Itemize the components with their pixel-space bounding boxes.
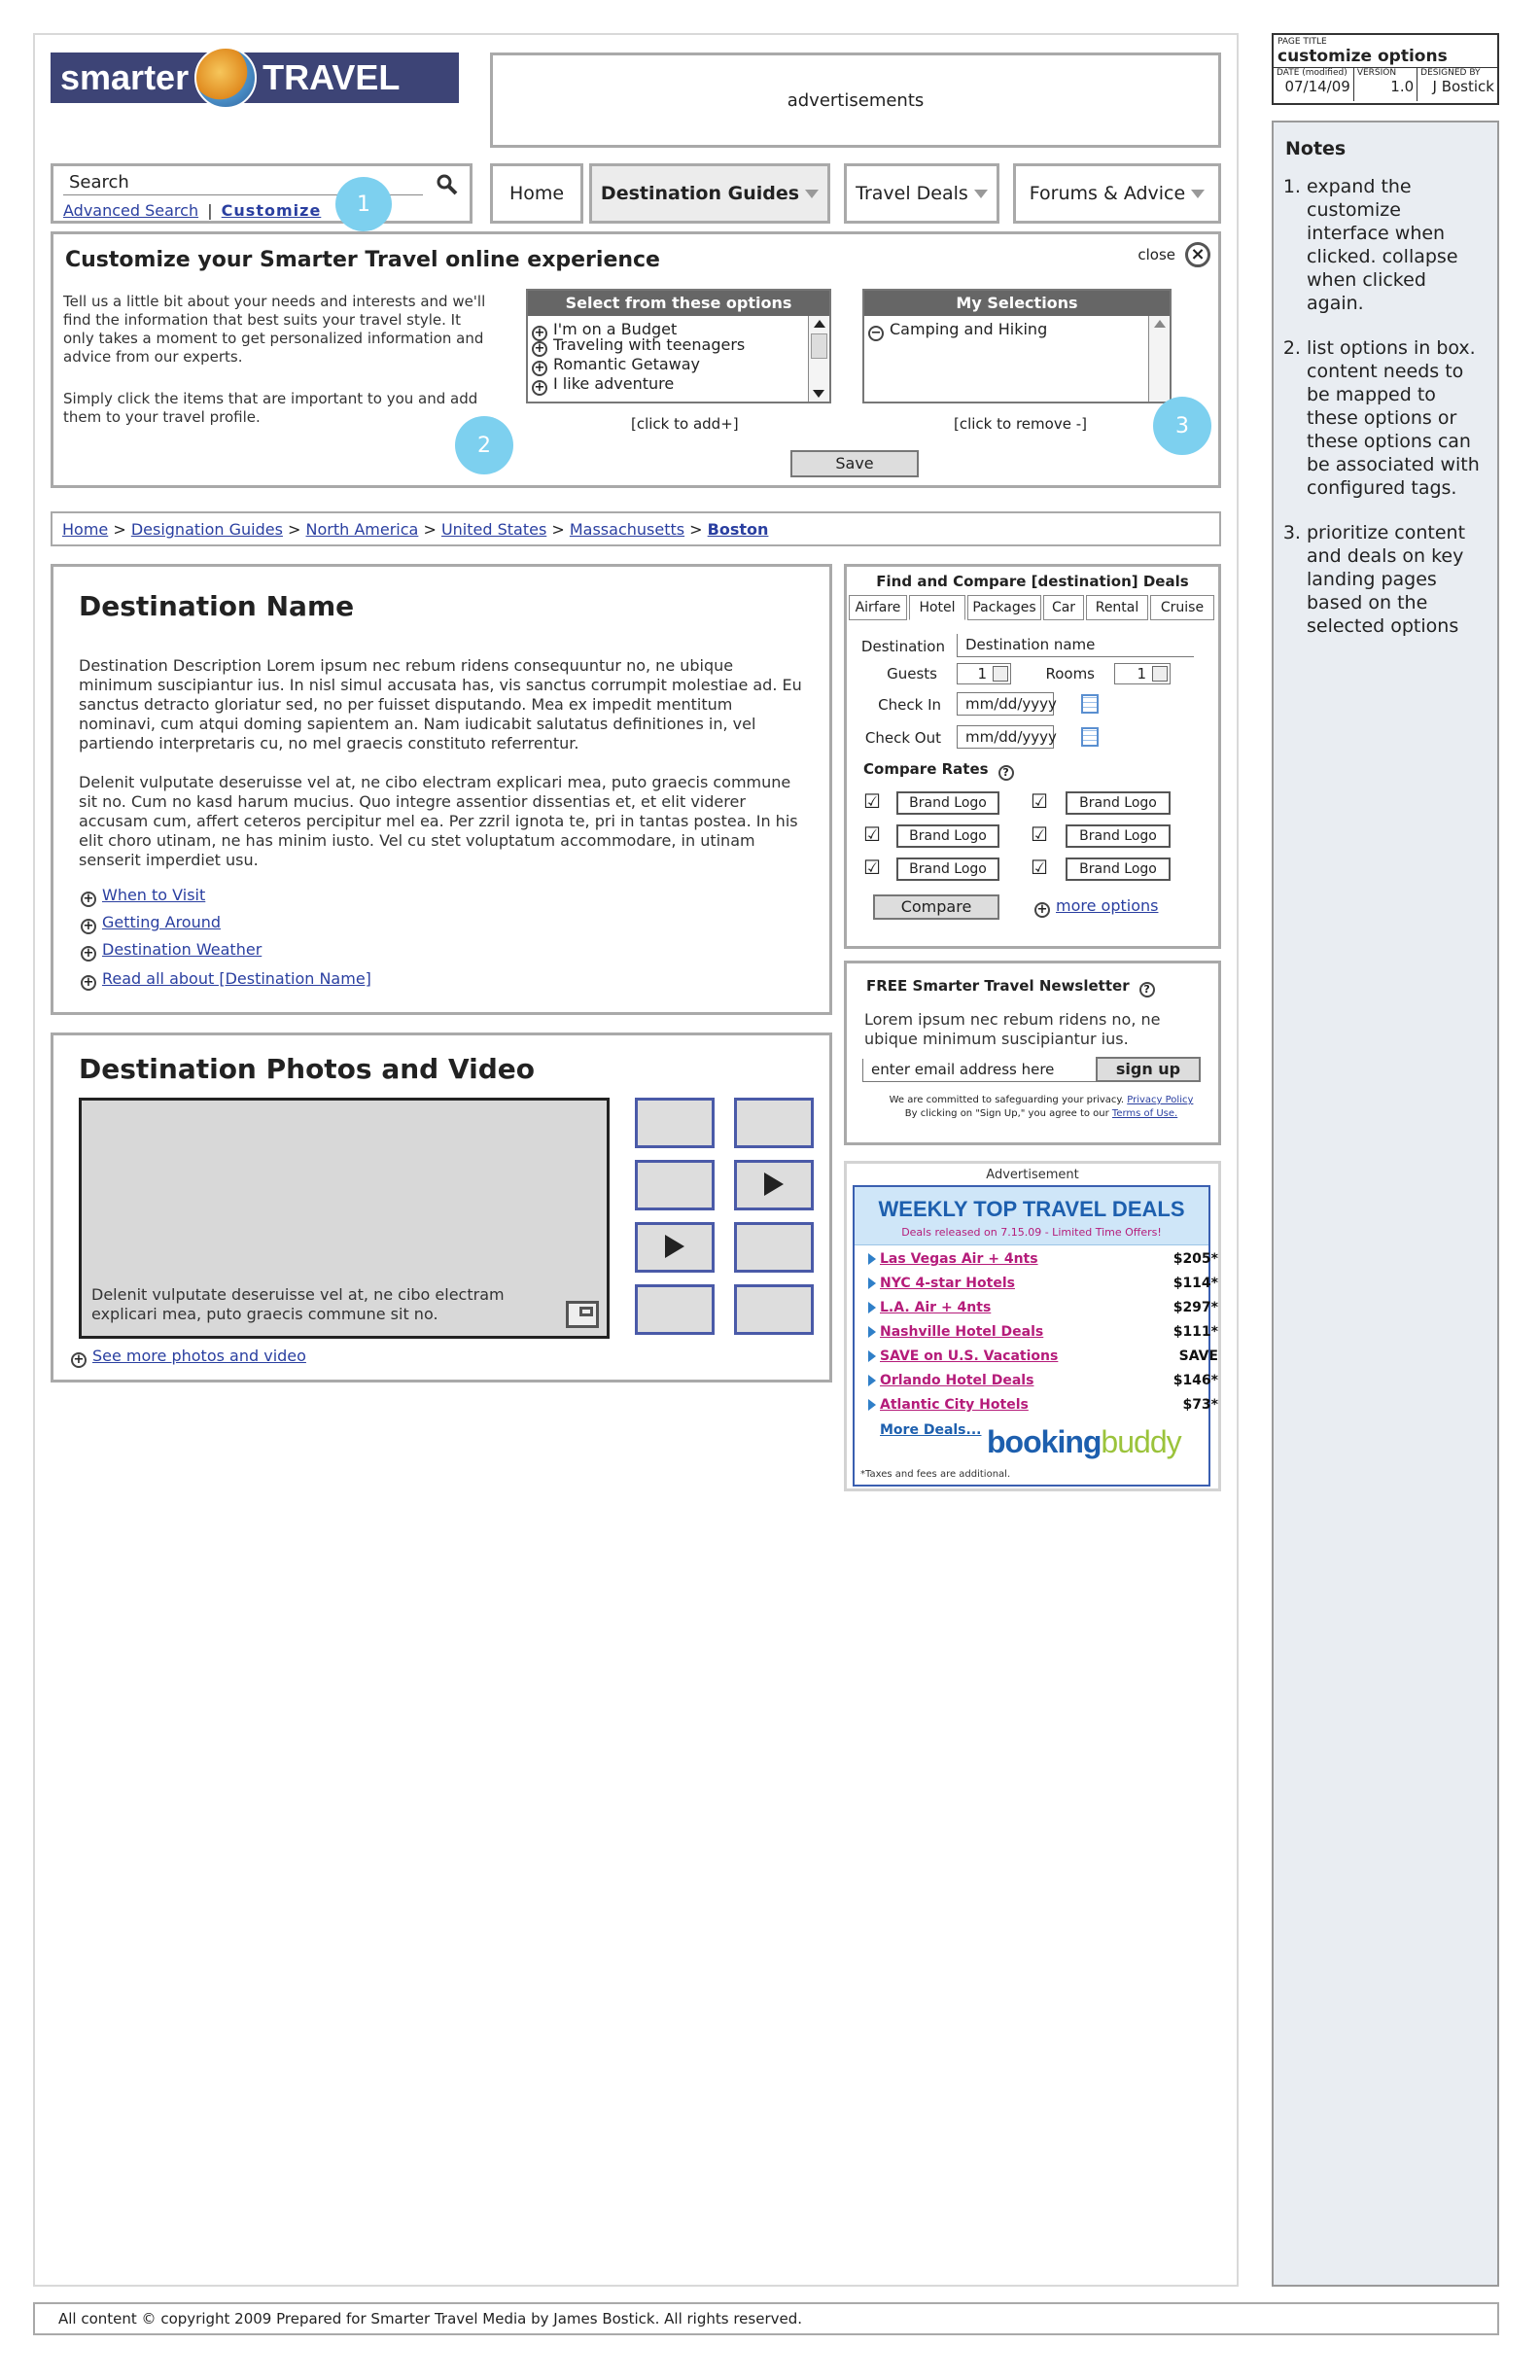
page-title: customize options	[1274, 47, 1497, 68]
privacy-policy-link[interactable]: Privacy Policy	[1127, 1095, 1194, 1105]
deal-item[interactable]: Las Vegas Air + 4nts $205*	[868, 1251, 1218, 1267]
play-icon	[764, 1172, 784, 1196]
expand-icon: +	[71, 1352, 87, 1368]
destination-description: Destination Description Lorem ipsum nec rebum ridens consequuntur no, ne ubique minimum suscipiantur ius. In nisl simul accusata has, vis sanctus corrumpit molestiae ad. Eu sanctus detracto gloriatur sed, no per fuisset disputando. Mea ex impedit mentitum nominavi, cum atqui doming sapientem an. Nam iudicabit salutatus definitiones in, vel partiendo interpretaris cu, no mel graecis constituto referrentur.	[79, 656, 802, 752]
advanced-search-link[interactable]: Advanced Search	[63, 201, 199, 220]
newsletter-title: FREE Smarter Travel Newsletter ?	[866, 977, 1161, 998]
expand-icon: +	[81, 946, 96, 962]
checkout-label: Check Out	[864, 729, 941, 747]
option-item[interactable]: + I like adventure	[528, 374, 829, 394]
nav-destination-guides-label: Destination Guides	[600, 183, 800, 204]
scroll-thumb[interactable]	[811, 333, 827, 359]
date-value: 07/14/09	[1284, 78, 1350, 95]
version-value: 1.0	[1390, 78, 1415, 95]
photos-panel	[51, 1032, 832, 1382]
photos-title: Destination Photos and Video	[79, 1053, 535, 1085]
note-item: 1. expand the customize interface when clicked. collapse when clicked again.	[1307, 175, 1486, 315]
annotation-bubble-2: 2	[455, 416, 513, 474]
destination-link[interactable]: + Getting Around	[81, 913, 221, 934]
see-more-photos-link[interactable]: + See more photos and video	[71, 1347, 306, 1368]
photo-thumbnail[interactable]	[734, 1098, 814, 1148]
globe-icon	[194, 47, 257, 109]
date-label: DATE (modified)	[1277, 68, 1348, 78]
tab-car[interactable]: Car	[1043, 595, 1084, 620]
option-item[interactable]: + I'm on a Budget	[528, 316, 829, 335]
add-icon: +	[532, 380, 547, 396]
nav-travel-deals-label: Travel Deals	[856, 183, 968, 204]
destination-field[interactable]: Destination name	[957, 634, 1194, 657]
customize-desc-2: Simply click the items that are important to you and add them to your travel profile.	[63, 390, 478, 426]
breadcrumb-guides[interactable]: Designation Guides	[130, 520, 283, 539]
newsletter-panel	[844, 961, 1221, 1145]
brand-logo[interactable]: Brand Logo	[896, 858, 999, 881]
tab-hotel[interactable]: Hotel	[909, 595, 965, 620]
brand-logo[interactable]: Brand Logo	[896, 791, 999, 815]
more-options-link[interactable]: + more options	[1034, 896, 1158, 918]
note-item: 3. prioritize content and deals on key landing pages based on the selected options	[1307, 521, 1486, 638]
nav-destination-guides[interactable]	[589, 163, 830, 224]
tab-airfare[interactable]: Airfare	[849, 595, 907, 620]
nav-travel-deals[interactable]	[844, 163, 999, 224]
deal-item[interactable]: Orlando Hotel Deals $146*	[868, 1373, 1218, 1388]
selections-header: My Selections	[864, 291, 1170, 316]
scroll-down-icon[interactable]	[813, 390, 824, 398]
page-title-label: PAGE TITLE	[1278, 37, 1327, 47]
ad-title: WEEKLY TOP TRAVEL DEALS	[878, 1197, 1185, 1221]
footer-text: All content © copyright 2009 Prepared for Smarter Travel Media by James Bostick. All rights reserved.	[58, 2310, 802, 2328]
note-item: 2. list options in box. content needs to be mapped to these options or these options can be associated with configured tags.	[1307, 336, 1486, 500]
brand-logo[interactable]: Brand Logo	[1066, 824, 1171, 848]
signup-button[interactable]: sign up	[1096, 1057, 1201, 1082]
brand-logo[interactable]: Brand Logo	[896, 824, 999, 848]
remove-hint: [click to remove -]	[954, 415, 1087, 433]
nav-home-label: Home	[508, 183, 565, 204]
add-icon: +	[532, 341, 547, 357]
more-deals-link[interactable]: More Deals...	[880, 1422, 982, 1438]
destination-label: Destination	[860, 638, 945, 655]
compare-rates-label: Compare Rates ?	[863, 760, 1020, 781]
options-list[interactable]	[526, 289, 831, 403]
nav-forums-advice-label: Forums & Advice	[1029, 183, 1186, 204]
deal-item[interactable]: Nashville Hotel Deals $111*	[868, 1324, 1218, 1340]
ad-banner[interactable]	[490, 52, 1221, 148]
tab-rental[interactable]: Rental	[1086, 595, 1148, 620]
checkbox-checked[interactable]: ☑	[1031, 789, 1048, 813]
compare-button[interactable]: Compare	[873, 894, 999, 920]
scroll-up-icon[interactable]	[814, 320, 825, 328]
selections-scrollbar[interactable]	[1148, 316, 1170, 402]
email-field[interactable]: enter email address here	[862, 1059, 1098, 1082]
photo-thumbnail[interactable]	[734, 1222, 814, 1273]
video-thumbnail[interactable]	[734, 1160, 814, 1210]
search-separator: |	[207, 201, 213, 220]
chevron-down-icon	[993, 666, 1008, 682]
add-icon: +	[532, 326, 547, 341]
annotation-bubble-3: 3	[1153, 397, 1211, 455]
customize-link[interactable]: Customize	[221, 201, 322, 220]
destination-link[interactable]: + When to Visit	[81, 886, 205, 907]
selection-item[interactable]: − Camping and Hiking	[864, 316, 1170, 341]
expand-icon[interactable]	[566, 1301, 599, 1328]
logo-text-right: TRAVEL	[262, 57, 401, 97]
checkbox-checked[interactable]: ☑	[863, 789, 881, 813]
calendar-icon[interactable]	[1081, 727, 1099, 747]
photo-thumbnail[interactable]	[734, 1284, 814, 1335]
search-placeholder: Search	[69, 172, 129, 192]
site-logo[interactable]	[51, 52, 459, 103]
guests-label: Guests	[887, 665, 937, 682]
checkbox-checked[interactable]: ☑	[1031, 856, 1048, 879]
version-label: VERSION	[1356, 68, 1397, 78]
photo-thumbnail[interactable]	[635, 1098, 715, 1148]
nav-forums-advice[interactable]	[1013, 163, 1221, 224]
deal-item[interactable]: L.A. Air + 4nts $297*	[868, 1300, 1218, 1315]
ad-footnote: *Taxes and fees are additional.	[860, 1469, 1011, 1480]
terms-link[interactable]: Terms of Use.	[1111, 1108, 1178, 1119]
bookingbuddy-logo: bookingbuddy	[987, 1424, 1181, 1459]
add-icon: +	[532, 361, 547, 376]
calendar-icon[interactable]	[1081, 694, 1099, 714]
deal-item[interactable]: Atlantic City Hotels $73*	[868, 1397, 1218, 1413]
close-icon: ×	[1185, 242, 1210, 267]
checkbox-checked[interactable]: ☑	[1031, 822, 1048, 846]
chevron-down-icon	[1152, 666, 1168, 682]
annotation-bubble-1: 1	[335, 177, 392, 231]
brand-logo[interactable]: Brand Logo	[1066, 791, 1171, 815]
nav-home[interactable]	[490, 163, 583, 224]
breadcrumb-boston[interactable]: Boston	[707, 520, 769, 539]
customize-desc-1: Tell us a little bit about your needs and interests and we'll find the information that best suits your travel style. It only takes a moment to get personalized information and advice from our experts.	[63, 293, 486, 366]
photo-caption: Delenit vulputate deseruisse vel at, ne cibo electram explicari mea, puto graecis commune sit no.	[91, 1285, 505, 1323]
help-icon[interactable]: ?	[998, 765, 1014, 781]
deal-item[interactable]: NYC 4-star Hotels $114*	[868, 1276, 1218, 1291]
search-icon[interactable]	[437, 174, 458, 195]
options-header: Select from these options	[528, 291, 829, 316]
expand-icon: +	[81, 975, 96, 991]
destination-description-2: Delenit vulputate deseruisse vel at, ne cibo electram explicari mea, puto graecis commune sit no. Cum no kasd harum mucius. Quo integre assentior dissentias et, et elit viderer accusam cum, affert ceteros percipitur mel ea. Per zzril ignota te, pri in tantas postea. In his elit choro utinam, ne has minim iusto. Vel cu stet voluptatum accommodare, in utinam senserit imperdiet usu.	[79, 773, 798, 869]
checkbox-checked[interactable]: ☑	[863, 822, 881, 846]
checkin-label: Check In	[878, 696, 941, 714]
destination-link[interactable]: + Destination Weather	[81, 940, 262, 962]
breadcrumb-united-states[interactable]: United States	[440, 520, 547, 539]
add-hint: [click to add+]	[631, 415, 739, 433]
help-icon[interactable]: ?	[1139, 982, 1155, 998]
selections-list[interactable]	[862, 289, 1172, 403]
breadcrumb: Home > Designation Guides > North America > United States > Massachusetts > Boston	[51, 511, 1221, 546]
customize-panel	[51, 231, 1221, 488]
expand-icon: +	[81, 919, 96, 934]
checkbox-checked[interactable]: ☑	[863, 856, 881, 879]
remove-icon: −	[868, 326, 884, 341]
ad-label: Advertisement	[986, 1168, 1079, 1182]
main-photo[interactable]	[79, 1098, 610, 1339]
tab-cruise[interactable]: Cruise	[1150, 595, 1214, 620]
privacy-note: We are committed to safeguarding your privacy. Privacy Policy By clicking on "Sign Up," you agree to our Terms of Use.	[889, 1095, 1194, 1119]
option-item[interactable]: + Romantic Getaway	[528, 355, 829, 374]
video-thumbnail[interactable]	[635, 1222, 715, 1273]
guests-select[interactable]: 1	[957, 663, 1011, 684]
newsletter-text: Lorem ipsum nec rebum ridens no, ne ubique minimum suscipiantur ius.	[864, 1010, 1161, 1048]
designer-value: J Bostick	[1432, 78, 1494, 95]
tab-packages[interactable]: Packages	[967, 595, 1041, 620]
destination-title: Destination Name	[79, 590, 355, 622]
deals-ad-panel	[844, 1161, 1221, 1491]
photo-thumbnail[interactable]	[635, 1284, 715, 1335]
destination-panel	[51, 564, 832, 1015]
chevron-down-icon	[805, 190, 819, 198]
expand-icon: +	[81, 892, 96, 907]
chevron-down-icon	[1191, 190, 1205, 198]
breadcrumb-north-america[interactable]: North America	[305, 520, 419, 539]
checkout-field[interactable]: mm/dd/yyyy	[957, 725, 1054, 749]
close-button[interactable]	[1138, 242, 1210, 267]
deals-panel	[844, 564, 1221, 949]
rooms-select[interactable]: 1	[1114, 663, 1171, 684]
designer-label: DESIGNED BY	[1420, 68, 1481, 78]
logo-text-left: smarter	[60, 57, 190, 97]
breadcrumb-home[interactable]: Home	[62, 520, 109, 539]
add-icon: +	[1034, 902, 1050, 918]
photo-thumbnail[interactable]	[635, 1160, 715, 1210]
notes-panel	[1272, 121, 1499, 2287]
deal-item[interactable]: SAVE on U.S. Vacations SAVE	[868, 1348, 1218, 1364]
footer	[33, 2302, 1499, 2335]
close-label: close	[1138, 246, 1175, 263]
checkin-field[interactable]: mm/dd/yyyy	[957, 692, 1054, 716]
notes-title: Notes	[1285, 138, 1347, 159]
destination-link[interactable]: + Read all about [Destination Name]	[81, 969, 371, 991]
options-scrollbar[interactable]	[808, 316, 829, 402]
save-button[interactable]: Save	[790, 450, 919, 477]
scroll-up-icon[interactable]	[1154, 320, 1166, 328]
option-item[interactable]: + Traveling with teenagers	[528, 335, 829, 355]
rooms-label: Rooms	[1045, 665, 1095, 682]
brand-logo[interactable]: Brand Logo	[1066, 858, 1171, 881]
play-icon	[665, 1235, 684, 1258]
ad-banner-label: advertisements	[787, 89, 925, 111]
ad-subtitle: Deals released on 7.15.09 - Limited Time Offers!	[901, 1226, 1162, 1239]
deals-title: Find and Compare [destination] Deals	[876, 573, 1189, 590]
breadcrumb-massachusetts[interactable]: Massachusetts	[569, 520, 685, 539]
customize-title: Customize your Smarter Travel online experience	[65, 248, 660, 272]
deals-ad[interactable]	[853, 1185, 1218, 1487]
search-box	[51, 163, 472, 224]
page-title-box	[1272, 33, 1499, 105]
chevron-down-icon	[974, 190, 988, 198]
